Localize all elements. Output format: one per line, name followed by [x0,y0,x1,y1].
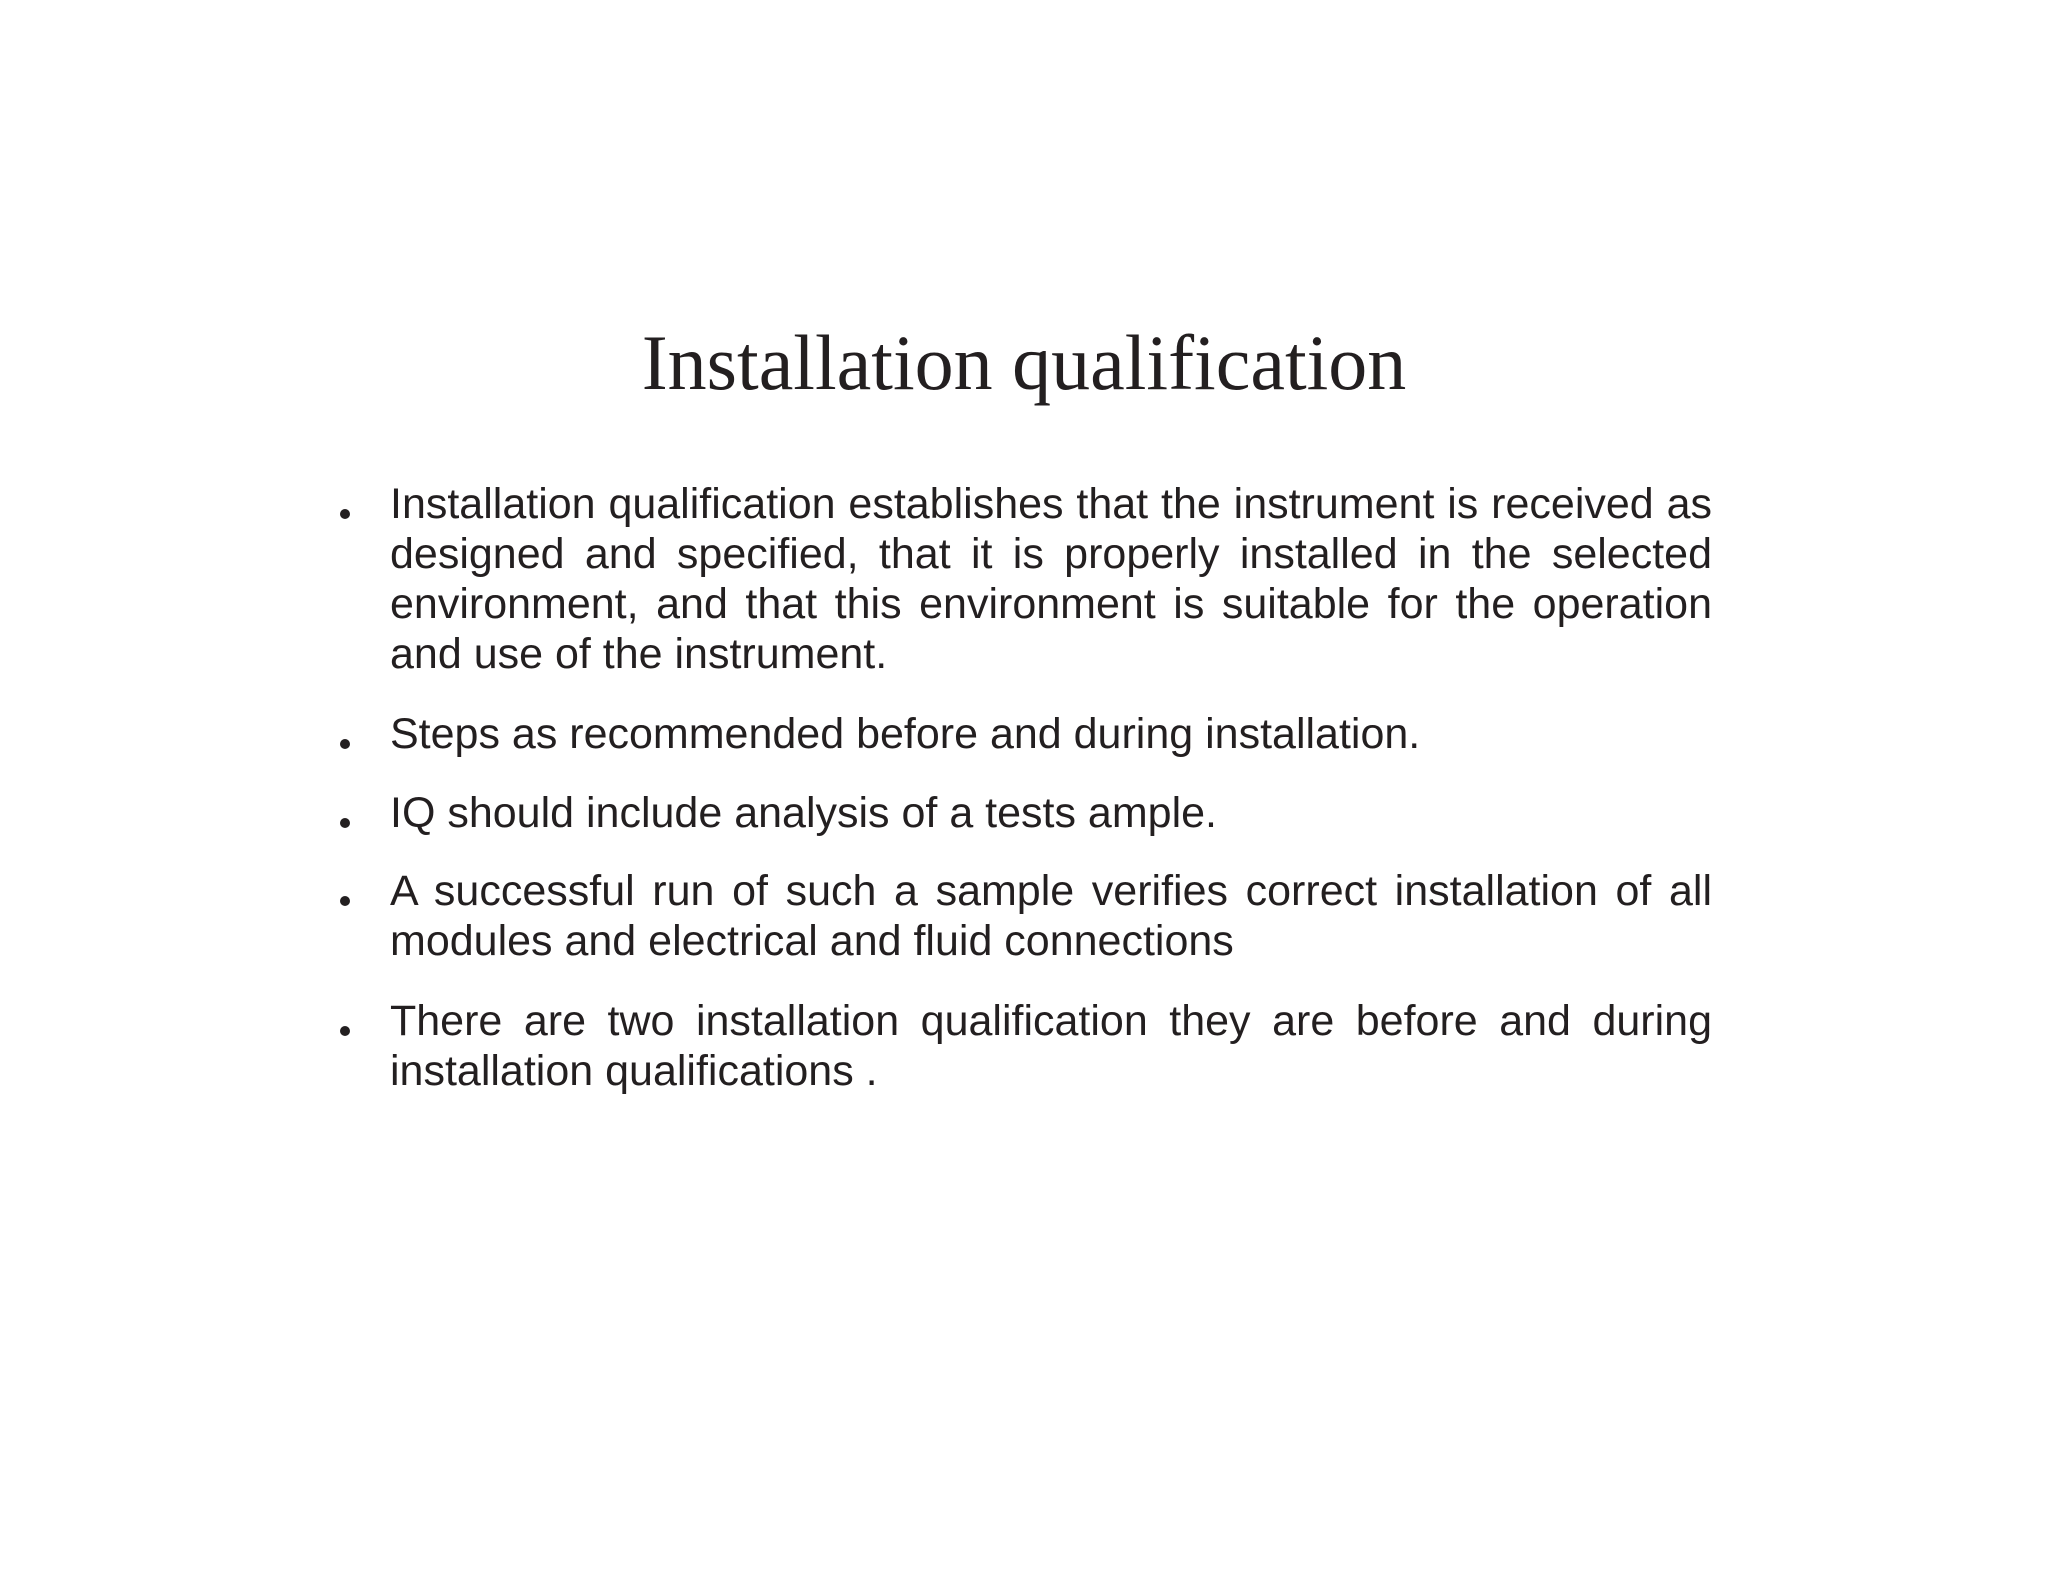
bullet-text: Installation qualification establishes that the instrument is received as designed and specified, that it is properly installed in the selected environment, and that this environment is suitable for the operation and use of the instrument. [390,480,1712,678]
slide-title: Installation qualification [641,319,1407,406]
bullet-text: There are two installation qualification they are before and during installation qualifications . [390,997,1712,1095]
bullet-text: Steps as recommended before and during installation. [390,710,1421,758]
bullet-dot-icon [340,739,350,749]
bullet-text: A successful run of such a sample verifies correct installation of all modules and electrical and fluid connections [390,867,1712,965]
bullet-dot-icon [340,1026,350,1036]
bullet-dot-icon [340,896,350,906]
bullet-dot-icon [340,509,350,519]
bullet-text: IQ should include analysis of a tests ample. [390,789,1217,837]
bullet-dot-icon [340,818,350,828]
